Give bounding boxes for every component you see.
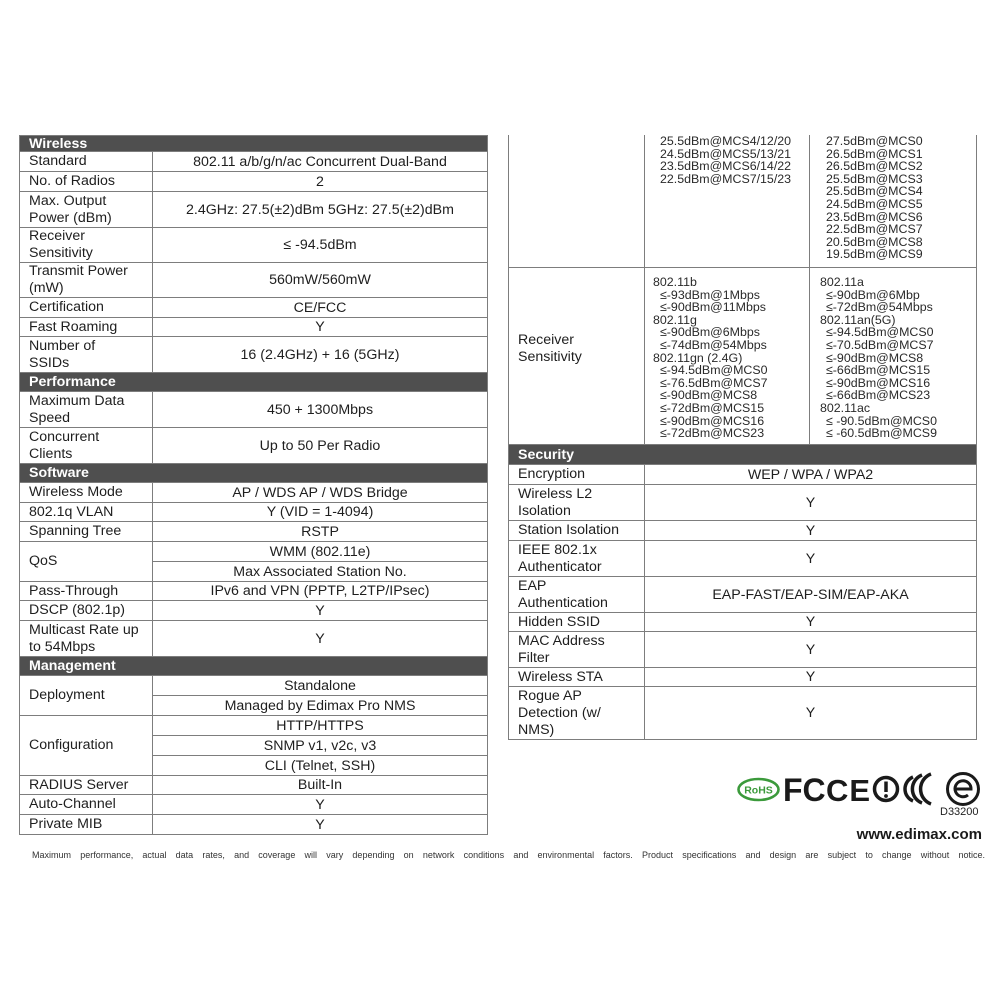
spec-label: Pass-Through bbox=[20, 582, 153, 600]
spec-row-deployment bbox=[20, 676, 487, 716]
spec-row-radius-server bbox=[20, 776, 487, 795]
spec-value: WMM (802.11e) bbox=[153, 542, 487, 562]
power-value: 24.5dBm@MCS5 bbox=[826, 196, 923, 211]
spec-row-configuration bbox=[20, 716, 487, 776]
website-url: www.edimax.com bbox=[856, 826, 982, 843]
spec-row-vlan bbox=[20, 503, 487, 522]
sensitivity-value: ≤-70.5dBm@MCS7 bbox=[826, 337, 934, 352]
spec-row-certification bbox=[20, 298, 487, 318]
spec-label: Rogue AP Detection (w/ NMS) bbox=[509, 687, 645, 739]
spec-label: Wireless Mode bbox=[20, 483, 153, 502]
sensitivity-value: ≤-90dBm@6Mbp bbox=[826, 287, 920, 302]
spec-label: Number of SSIDs bbox=[20, 337, 153, 372]
section-header-performance: Performance bbox=[20, 373, 487, 392]
spec-label: No. of Radios bbox=[20, 172, 153, 191]
mode-label: 802.11gn (2.4G) bbox=[653, 350, 743, 365]
section-header-security: Security bbox=[509, 445, 976, 465]
sensitivity-value: ≤-90dBm@6Mbps bbox=[660, 325, 760, 340]
sensitivity-value: ≤-94.5dBm@MCS0 bbox=[826, 325, 934, 340]
spec-row-spanning-tree bbox=[20, 522, 487, 542]
fcc-logo: FC bbox=[783, 772, 826, 806]
spec-value: Y bbox=[805, 550, 816, 567]
document-code: D33200 bbox=[940, 806, 979, 818]
spec-label: Hidden SSID bbox=[509, 613, 645, 631]
spec-row-rogue-ap bbox=[509, 687, 976, 740]
spec-row-concurrent-clients bbox=[20, 428, 487, 464]
sensitivity-list-5g bbox=[810, 268, 976, 444]
certification-logos bbox=[735, 770, 985, 806]
spec-label: RADIUS Server bbox=[20, 776, 153, 794]
mode-label: 802.11b bbox=[653, 275, 697, 289]
right-spec-table bbox=[508, 135, 977, 740]
spec-label: Deployment bbox=[20, 676, 153, 715]
spec-label: IEEE 802.1x Authenticator bbox=[509, 541, 645, 576]
section-header-software: Software bbox=[20, 464, 487, 483]
power-value: 24.5dBm@MCS5/13/21 bbox=[660, 146, 792, 161]
spec-value: Managed by Edimax Pro NMS bbox=[224, 697, 416, 714]
sensitivity-value: ≤-93dBm@1Mbps bbox=[660, 287, 760, 302]
spec-row-fast-roaming bbox=[20, 318, 487, 337]
spec-value: Y bbox=[805, 641, 816, 658]
power-value: 23.5dBm@MCS6/14/22 bbox=[660, 159, 792, 174]
left-spec-table bbox=[19, 135, 488, 835]
spec-row-mac-filter bbox=[509, 632, 976, 668]
spec-label: 802.1q VLAN bbox=[20, 503, 153, 521]
spec-label-empty bbox=[509, 135, 645, 267]
spec-value: IPv6 and VPN (PPTP, L2TP/IPsec) bbox=[210, 583, 430, 599]
power-value: 25.5dBm@MCS3 bbox=[826, 171, 923, 186]
sensitivity-value: ≤-72dBm@MCS15 bbox=[660, 400, 765, 415]
spec-row-wireless-mode bbox=[20, 483, 487, 503]
spec-row-8021x bbox=[509, 541, 976, 577]
spec-value: 2 bbox=[316, 173, 324, 190]
mode-label: 802.11a bbox=[820, 275, 864, 289]
spec-row-dscp bbox=[20, 601, 487, 621]
spec-label: Fast Roaming bbox=[20, 318, 153, 336]
power-list-5g bbox=[810, 135, 976, 267]
spec-value: Y bbox=[315, 816, 325, 833]
spec-value: Y bbox=[805, 669, 816, 685]
spec-label: Auto-Channel bbox=[20, 795, 153, 814]
spec-value: Max Associated Station No. bbox=[233, 563, 407, 580]
spec-label: Certification bbox=[20, 298, 153, 317]
spec-value-list bbox=[153, 716, 487, 775]
spec-label: QoS bbox=[20, 542, 153, 581]
power-value: 25.5dBm@MCS4/12/20 bbox=[660, 134, 792, 148]
alert-icon bbox=[875, 778, 898, 801]
spec-value: AP / WDS AP / WDS Bridge bbox=[232, 484, 408, 501]
spec-row-station-isolation bbox=[509, 521, 976, 541]
sensitivity-value: ≤ -60.5dBm@MCS9 bbox=[826, 426, 937, 441]
spec-value-list bbox=[153, 676, 487, 715]
spec-row-receiver-sensitivity bbox=[20, 228, 487, 263]
spec-label: Receiver Sensitivity bbox=[509, 268, 645, 444]
spec-value: Up to 50 Per Radio bbox=[259, 437, 381, 454]
spec-row-pass-through bbox=[20, 582, 487, 601]
spec-value: Built-In bbox=[297, 777, 343, 793]
spec-value: ≤ -94.5dBm bbox=[283, 237, 357, 253]
spec-row-multicast-rate bbox=[20, 621, 487, 657]
sensitivity-value: ≤-66dBm@MCS23 bbox=[826, 388, 931, 403]
sensitivity-value: ≤-72dBm@54Mbps bbox=[826, 300, 933, 315]
sensitivity-list-2g bbox=[645, 268, 810, 444]
power-value: 26.5dBm@MCS1 bbox=[826, 146, 923, 161]
ce-logo: CE bbox=[826, 773, 872, 806]
mode-label: 802.11ac bbox=[820, 400, 871, 415]
spec-value: 450 + 1300Mbps bbox=[266, 401, 374, 418]
spec-value: 2.4GHz: 27.5(±2)dBm 5GHz: 27.5(±2)dBm bbox=[186, 201, 454, 218]
spec-row-wireless-sta bbox=[509, 668, 976, 687]
spec-value: Standalone bbox=[153, 676, 487, 696]
spec-value: Y bbox=[315, 630, 325, 647]
spec-row-radios bbox=[20, 172, 487, 192]
spec-row-qos bbox=[20, 542, 487, 582]
sensitivity-value: ≤-90dBm@MCS8 bbox=[826, 350, 924, 365]
spec-row-eap bbox=[509, 577, 976, 613]
spec-label: Multicast Rate up to 54Mbps bbox=[20, 621, 153, 656]
sensitivity-value: ≤-72dBm@MCS23 bbox=[660, 426, 765, 441]
spec-value: Y bbox=[805, 614, 816, 630]
spec-label: Wireless L2 Isolation bbox=[509, 485, 645, 520]
spec-value: RSTP bbox=[301, 523, 339, 540]
spec-label: Maximum Data Speed bbox=[20, 392, 153, 427]
mode-label: 802.11g bbox=[653, 312, 697, 327]
spec-label: Spanning Tree bbox=[20, 522, 153, 541]
spec-value: Y bbox=[315, 319, 325, 335]
power-value: 19.5dBm@MCS9 bbox=[826, 247, 923, 262]
spec-label: Station Isolation bbox=[509, 521, 645, 540]
spec-value: 802.11 a/b/g/n/ac Concurrent Dual-Band bbox=[193, 153, 447, 170]
sensitivity-value: ≤-90dBm@MCS16 bbox=[660, 413, 765, 428]
power-list-2g bbox=[645, 135, 810, 267]
radio-waves-icon bbox=[905, 774, 931, 804]
spec-row-auto-channel bbox=[20, 795, 487, 815]
spec-value: WEP / WPA / WPA2 bbox=[747, 466, 874, 483]
spec-row-receiver-sensitivity-detail bbox=[509, 268, 976, 445]
spec-row-ssids bbox=[20, 337, 487, 373]
sensitivity-value: ≤-90dBm@11Mbps bbox=[660, 300, 766, 315]
rohs-logo bbox=[739, 779, 779, 800]
spec-label: DSCP (802.1p) bbox=[20, 601, 153, 620]
spec-value: Y bbox=[315, 796, 325, 813]
sensitivity-value: ≤-90dBm@MCS16 bbox=[826, 375, 931, 390]
spec-value: CLI (Telnet, SSH) bbox=[264, 757, 376, 774]
mode-label: 802.11an(5G) bbox=[820, 312, 896, 327]
spec-value: HTTP/HTTPS bbox=[153, 716, 487, 736]
spec-row-encryption bbox=[509, 465, 976, 485]
spec-value: Y (VID = 1-4094) bbox=[266, 504, 374, 520]
spec-label: Configuration bbox=[20, 716, 153, 775]
spec-value: EAP-FAST/EAP-SIM/EAP-AKA bbox=[712, 586, 909, 603]
power-value: 22.5dBm@MCS7/15/23 bbox=[660, 171, 792, 186]
power-value: 23.5dBm@MCS6 bbox=[826, 209, 923, 224]
spec-value: Y bbox=[315, 602, 325, 619]
spec-value: Y bbox=[805, 494, 816, 511]
power-value: 22.5dBm@MCS7 bbox=[826, 222, 923, 237]
spec-label: Wireless STA bbox=[509, 668, 645, 686]
spec-row-private-mib bbox=[20, 815, 487, 835]
spec-label: EAP Authentication bbox=[509, 577, 645, 612]
spec-row-l2-isolation bbox=[509, 485, 976, 521]
spec-label: Transmit Power (mW) bbox=[20, 263, 153, 297]
spec-label: Standard bbox=[20, 152, 153, 171]
spec-label: MAC Address Filter bbox=[509, 632, 645, 667]
spec-value-list bbox=[153, 542, 487, 581]
spec-value: 16 (2.4GHz) + 16 (5GHz) bbox=[240, 346, 400, 363]
spec-row-max-output-power bbox=[20, 192, 487, 228]
e-mark-icon bbox=[948, 774, 979, 805]
sensitivity-value: ≤ -90.5dBm@MCS0 bbox=[826, 413, 937, 428]
spec-label: Private MIB bbox=[20, 815, 153, 834]
spec-row-output-power-continued bbox=[509, 135, 976, 268]
sensitivity-value: ≤-66dBm@MCS15 bbox=[826, 363, 931, 378]
spec-value: Y bbox=[805, 522, 816, 539]
sensitivity-value: ≤-90dBm@MCS8 bbox=[660, 388, 758, 403]
spec-row-transmit-power bbox=[20, 263, 487, 298]
disclaimer-text: Maximum performance, actual data rates, and coverage will vary depending on network conditions and environmental factors. Product specifications and design are subject to change without notice. bbox=[32, 850, 985, 860]
sensitivity-value: ≤-74dBm@54Mbps bbox=[660, 337, 767, 352]
spec-label: Max. Output Power (dBm) bbox=[20, 192, 153, 227]
section-header-wireless: Wireless bbox=[20, 136, 487, 152]
spec-label: Encryption bbox=[509, 465, 645, 484]
spec-label: Receiver Sensitivity bbox=[20, 228, 153, 262]
power-value: 25.5dBm@MCS4 bbox=[826, 184, 923, 199]
spec-value: CE/FCC bbox=[293, 299, 347, 316]
rohs-text: RoHS bbox=[744, 784, 773, 797]
sensitivity-value: ≤-94.5dBm@MCS0 bbox=[660, 363, 768, 378]
sensitivity-value: ≤-76.5dBm@MCS7 bbox=[660, 375, 768, 390]
spec-row-max-data-speed bbox=[20, 392, 487, 428]
power-value: 27.5dBm@MCS0 bbox=[826, 134, 923, 148]
spec-row-hidden-ssid bbox=[509, 613, 976, 632]
spec-value: Y bbox=[805, 705, 816, 721]
spec-label: Concurrent Clients bbox=[20, 428, 153, 463]
power-value: 26.5dBm@MCS2 bbox=[826, 159, 923, 174]
spec-row-standard bbox=[20, 152, 487, 172]
spec-value: SNMP v1, v2c, v3 bbox=[153, 736, 487, 756]
section-header-management: Management bbox=[20, 657, 487, 676]
spec-value: 560mW/560mW bbox=[269, 272, 371, 288]
power-value: 20.5dBm@MCS8 bbox=[826, 234, 923, 249]
